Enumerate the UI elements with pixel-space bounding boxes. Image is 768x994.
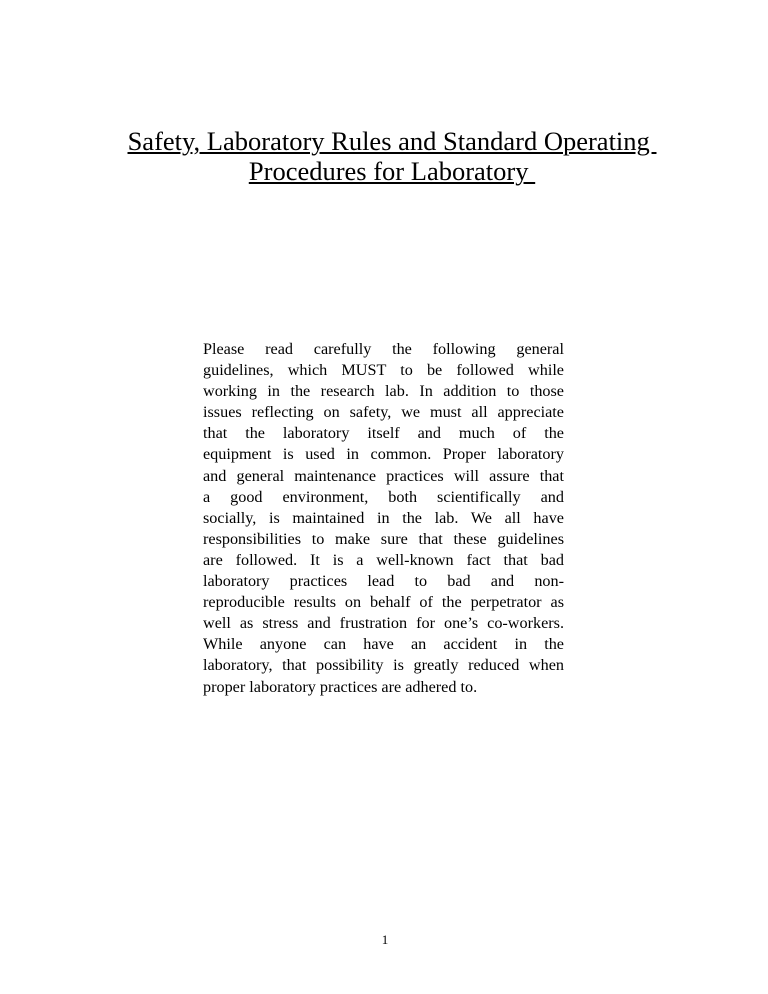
title-line-1-text: Safety, Laboratory Rules and Standard Operating [127,126,657,156]
paragraph-line: and general maintenance practices will assure that [203,466,564,485]
paragraph-line: issues reflecting on safety, we must all appreciate [203,403,564,422]
paragraph-line: laboratory practices lead to bad and non- [203,572,564,591]
paragraph-line: While anyone can have an accident in the [203,635,564,654]
paragraph-line: proper laboratory practices are adhered to. [203,677,478,696]
paragraph-line: responsibilities to make sure that these guidelines [203,529,564,548]
paragraph-line: laboratory, that possibility is greatly reduced when [203,656,564,675]
paragraph-line: that the laboratory itself and much of the [203,424,564,443]
paragraph-line: guidelines, which MUST to be followed while [203,361,564,380]
paragraph-line: working in the research lab. In addition to those [203,382,564,401]
title-line-2-text: Procedures for Laboratory [248,156,536,186]
paragraph-line: socially, is maintained in the lab. We all have [203,508,564,527]
title-line-2 [60,156,724,186]
paragraph-line: equipment is used in common. Proper laboratory [203,445,564,464]
paragraph-line: reproducible results on behalf of the perpetrator as [203,593,564,612]
paragraph-line: a good environment, both scientifically and [203,487,564,506]
page-number: 1 [381,932,389,947]
document-title [60,126,724,186]
paragraph-line: are followed. It is a well-known fact that bad [203,550,564,569]
intro-paragraph [203,339,564,698]
title-line-1 [60,126,724,156]
paragraph-line: Please read carefully the following general [203,340,564,358]
paragraph-line: well as stress and frustration for one’s co-workers. [203,614,564,633]
